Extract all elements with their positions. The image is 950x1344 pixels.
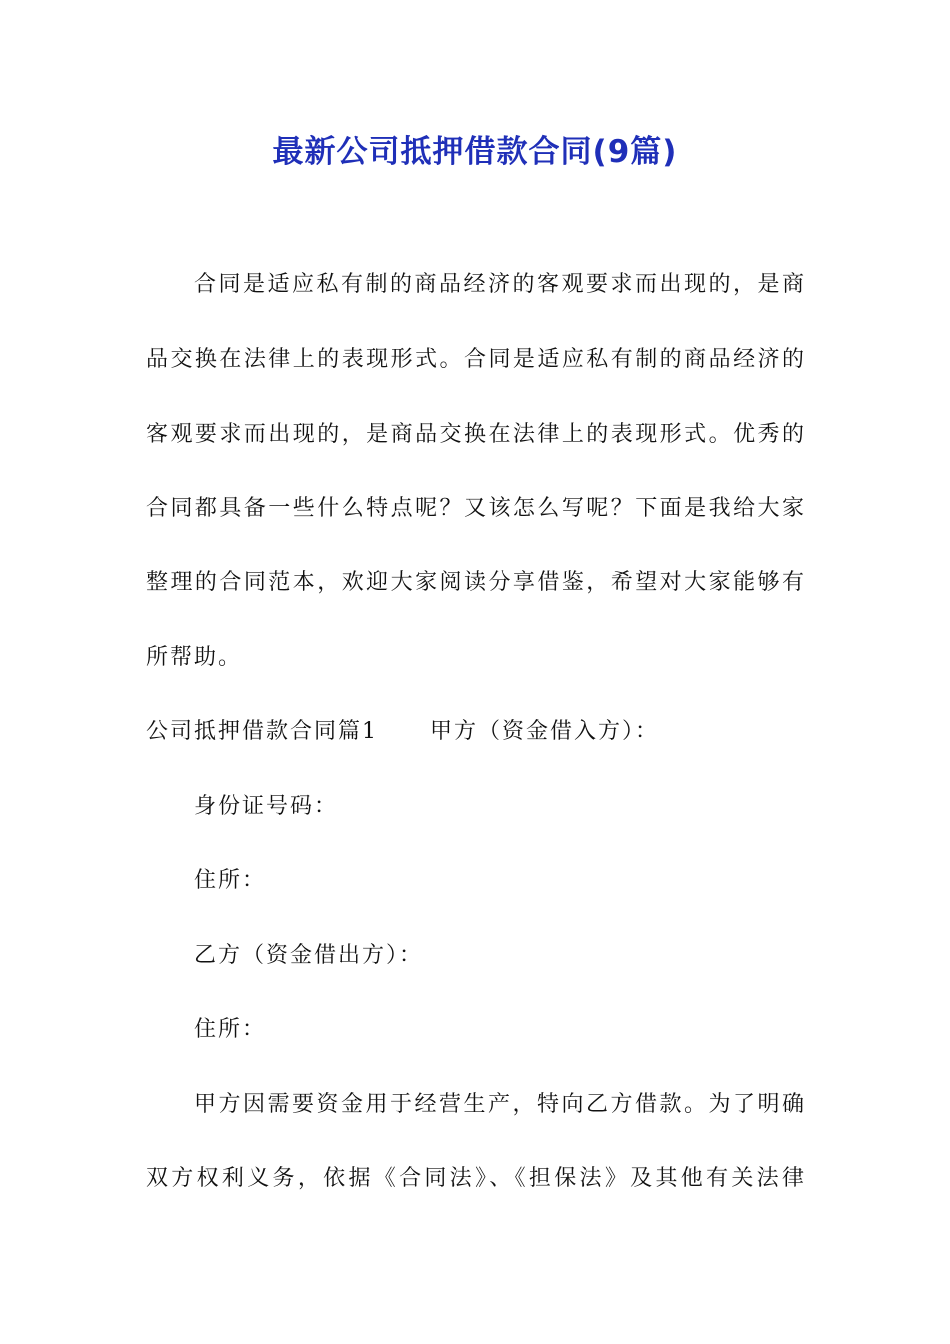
body-line-2: 双方权利义务，依据《合同法》、《担保法》及其他有关法律 (146, 1166, 804, 1191)
section-heading: 公司抵押借款合同篇1 (146, 719, 378, 744)
address-a-label: 住所： (194, 868, 267, 893)
intro-line-3: 客观要求而出现的，是商品交换在法律上的表现形式。优秀的 (146, 422, 804, 447)
address-b-label: 住所： (194, 1017, 267, 1042)
document-title: 最新公司抵押借款合同(9篇) (272, 134, 678, 170)
intro-line-2: 品交换在法律上的表现形式。合同是适应私有制的商品经济的 (146, 347, 804, 372)
body-line-1: 甲方因需要资金用于经营生产，特向乙方借款。为了明确 (194, 1092, 804, 1117)
party-a-label: 甲方（资金借入方）： (430, 719, 660, 744)
party-b-label: 乙方（资金借出方）： (194, 943, 424, 968)
intro-line-1: 合同是适应私有制的商品经济的客观要求而出现的，是商 (194, 272, 804, 297)
intro-line-5: 整理的合同范本，欢迎大家阅读分享借鉴，希望对大家能够有 (146, 570, 804, 595)
intro-line-6: 所帮助。 (146, 645, 243, 670)
intro-line-4: 合同都具备一些什么特点呢？又该怎么写呢？下面是我给大家 (146, 496, 804, 521)
id-number-label: 身份证号码： (194, 794, 339, 819)
section-heading-row (146, 717, 659, 747)
